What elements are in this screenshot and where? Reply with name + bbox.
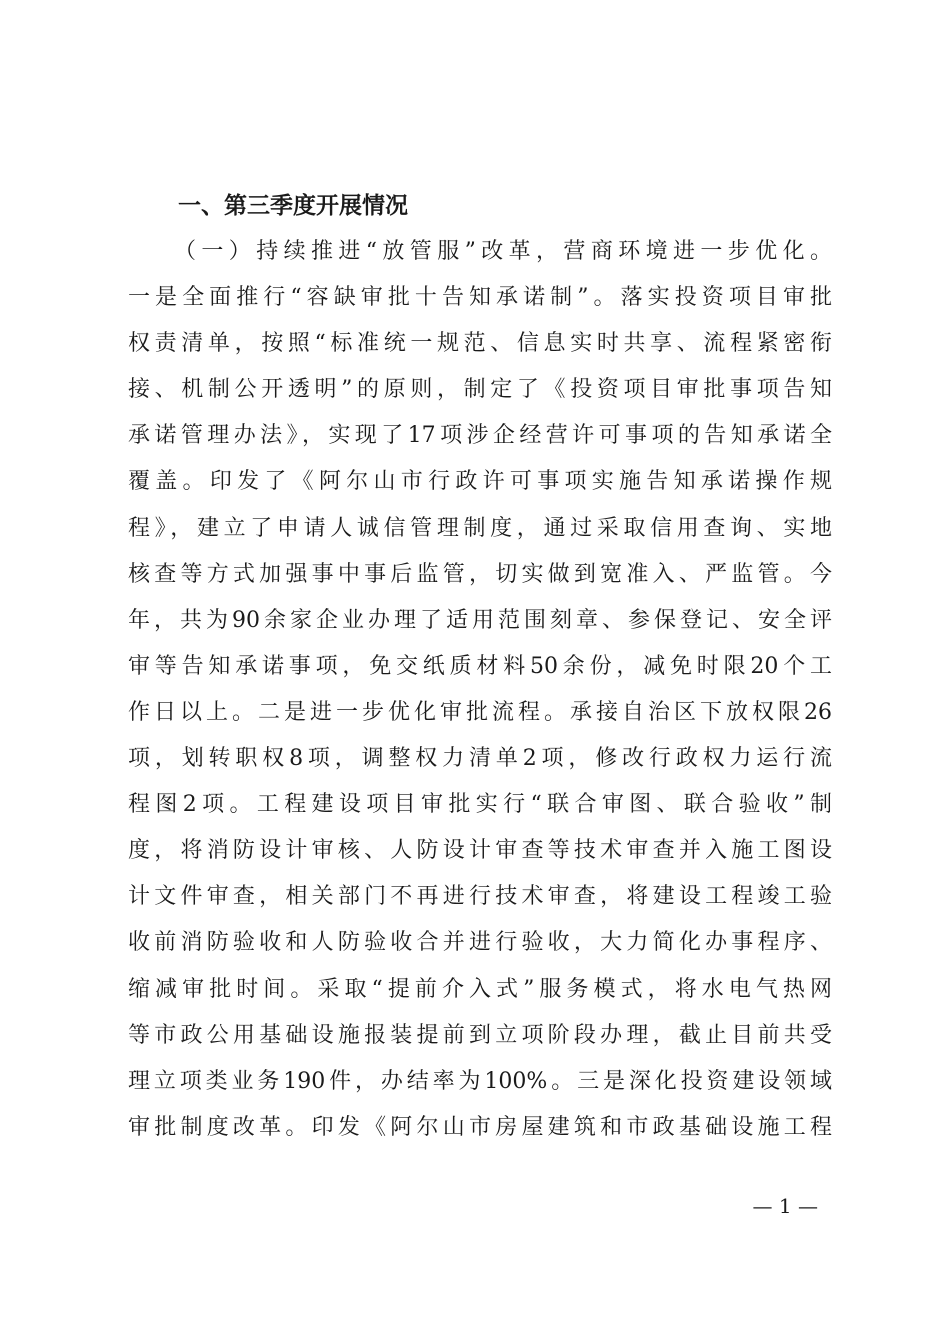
page-number: — 1 — xyxy=(752,1194,818,1218)
body-line: 收前消防验收和人防验收合并进行验收，大力简化办事程序、 xyxy=(128,930,832,956)
subsection-heading-line: （一）持续推进“放管服”改革，营商环境进一步优化。 xyxy=(174,239,832,264)
body-line: 覆盖。印发了《阿尔山市行政许可事项实施告知承诺操作规 xyxy=(128,469,832,495)
body-line: 接、机制公开透明”的原则，制定了《投资项目审批事项告知 xyxy=(128,377,832,403)
body-line: 承诺管理办法》，实现了17项涉企经营许可事项的告知承诺全 xyxy=(128,423,832,449)
body-line: 审等告知承诺事项，免交纸质材料50余份，减免时限20个工 xyxy=(128,653,832,679)
body-line: 程》，建立了申请人诚信管理制度，通过采取信用查询、实地 xyxy=(128,515,832,541)
body-line: 项，划转职权8项，调整权力清单2项，修改行政权力运行流 xyxy=(128,746,832,772)
body-line: 审批制度改革。印发《阿尔山市房屋建筑和市政基础设施工程 xyxy=(128,1114,832,1140)
body-line: 度，将消防设计审核、人防设计审查等技术审查并入施工图设 xyxy=(128,838,832,864)
body-line: 计文件审查，相关部门不再进行技术审查，将建设工程竣工验 xyxy=(128,884,832,910)
body-line: 年，共为90余家企业办理了适用范围刻章、参保登记、安全评 xyxy=(128,607,832,633)
body-line: 权责清单，按照“标准统一规范、信息实时共享、流程紧密衔 xyxy=(128,331,832,357)
body-line: 等市政公用基础设施报装提前到立项阶段办理，截止目前共受 xyxy=(128,1022,832,1048)
body-line: 程图2项。工程建设项目审批实行“联合审图、联合验收”制 xyxy=(128,792,832,818)
section-heading: 一、第三季度开展情况 xyxy=(178,193,408,219)
body-line: 作日以上。二是进一步优化审批流程。承接自治区下放权限26 xyxy=(128,699,832,725)
body-line: 核查等方式加强事中事后监管，切实做到宽准入、严监管。今 xyxy=(128,561,832,587)
body-line: 缩减审批时间。采取“提前介入式”服务模式，将水电气热网 xyxy=(128,976,832,1002)
body-line: 理立项类业务190件，办结率为100%。三是深化投资建设领域 xyxy=(128,1068,832,1094)
body-text xyxy=(128,229,832,1151)
body-line: 一是全面推行“容缺审批十告知承诺制”。落实投资项目审批 xyxy=(128,285,832,311)
